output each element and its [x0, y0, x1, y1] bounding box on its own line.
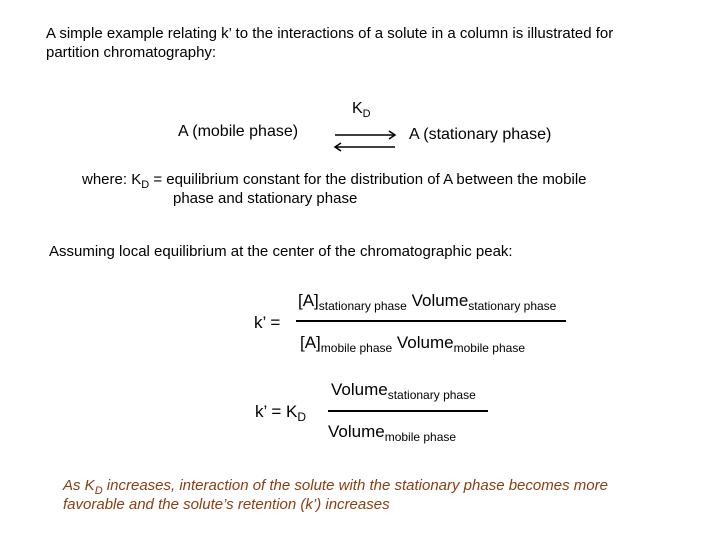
where-subscript: D [141, 179, 150, 191]
eq1-lhs: k’ = [254, 313, 281, 332]
eq2-numerator: Volume$_{stationary phase}$ [331, 380, 476, 402]
equilibrium-arrows-icon [331, 128, 399, 154]
kd-subscript: D [362, 108, 371, 120]
intro-line-1: A simple example relating k’ to the interactions of a solute in a column is illustrated for [46, 25, 614, 42]
eq1-denominator: $[A]_{mobile phase}$ Volume$_{mobile phase}$ [300, 333, 526, 355]
conclusion-text [63, 476, 608, 497]
conclusion-rest: increases, interaction of the solute with the stationary phase becomes more [102, 477, 608, 494]
where-rest: = equilibrium constant for the distribution of A between the mobile [149, 171, 587, 188]
mobile-phase-label: A (mobile phase) [178, 123, 299, 140]
kd-definition-line-2: phase and stationary phase [173, 190, 358, 207]
conclusion-line-2: favorable and the solute’s retention (k’) increases [63, 496, 390, 513]
eq2-fraction-bar [328, 410, 488, 412]
intro-text [46, 24, 613, 62]
kd-letter: K [352, 100, 363, 117]
conclusion-prefix: As K [63, 477, 95, 494]
eq1-numerator: $[A]_{stationary phase}$ Volume$_{stationary phase}$ [298, 291, 557, 313]
eq2-lhs: k’ = $K_D$ [255, 402, 307, 424]
where-prefix: where: K [82, 171, 142, 188]
eq2-denominator: Volume$_{mobile phase}$ [328, 422, 457, 444]
intro-line-2: partition chromatography: [46, 44, 217, 61]
eq1-fraction-bar [296, 320, 566, 322]
kd-definition [82, 170, 587, 191]
stationary-phase-label: A (stationary phase) [409, 126, 552, 143]
kd-label [352, 99, 371, 120]
assumption-text: Assuming local equilibrium at the center of the chromatographic peak: [49, 243, 513, 260]
conclusion-subscript: D [94, 485, 103, 497]
